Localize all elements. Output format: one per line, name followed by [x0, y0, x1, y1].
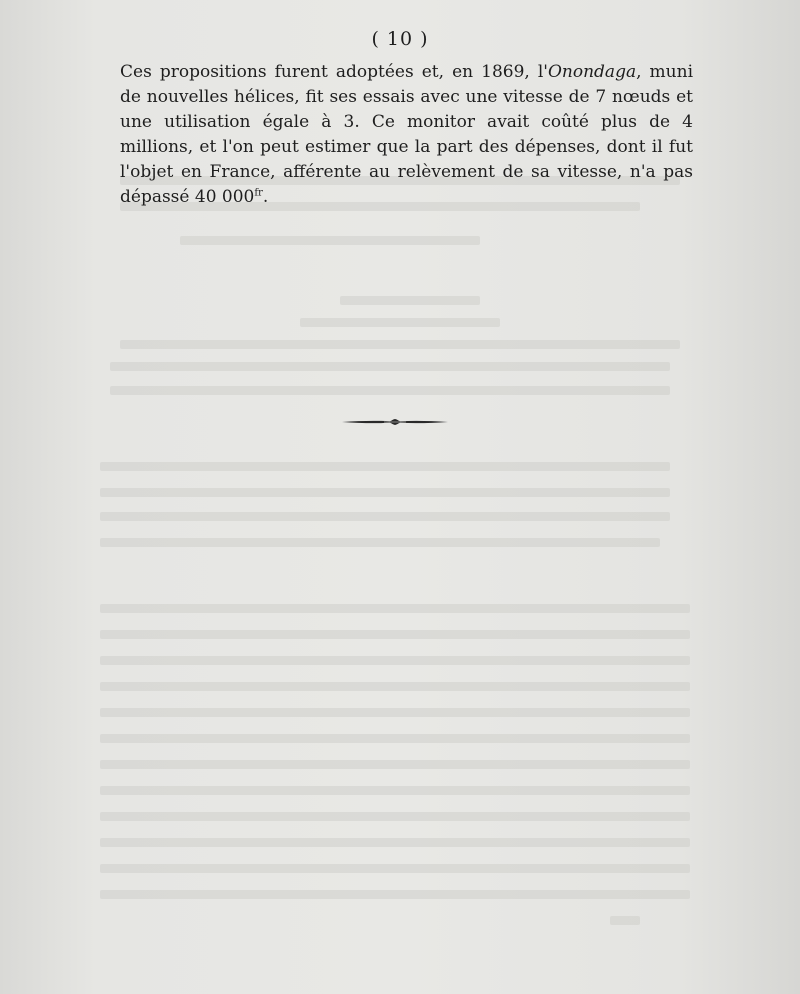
page-number: ( 10 ): [371, 28, 429, 50]
paragraph-text-part1: Ces propositions furent adoptées et, en 1869, l': [120, 62, 548, 82]
vessel-name: Onondaga: [547, 62, 637, 82]
currency-unit: fr: [254, 187, 263, 199]
paragraph-text-part2: , muni de nouvelles hélices, fit ses essais avec une vitesse de 7 nœuds et une utilisation égale à 3. Ce monitor avait coûté plus de 4 millions, et l'on peut estimer que la part des dépenses, dont il fut l'objet en France, afférente au relèvement de sa vitesse, n'a pas dépassé 40 000: [120, 62, 694, 207]
paragraph-end: .: [262, 187, 269, 207]
tailpiece-ornament-icon: [340, 414, 450, 430]
body-paragraph: [120, 60, 693, 210]
